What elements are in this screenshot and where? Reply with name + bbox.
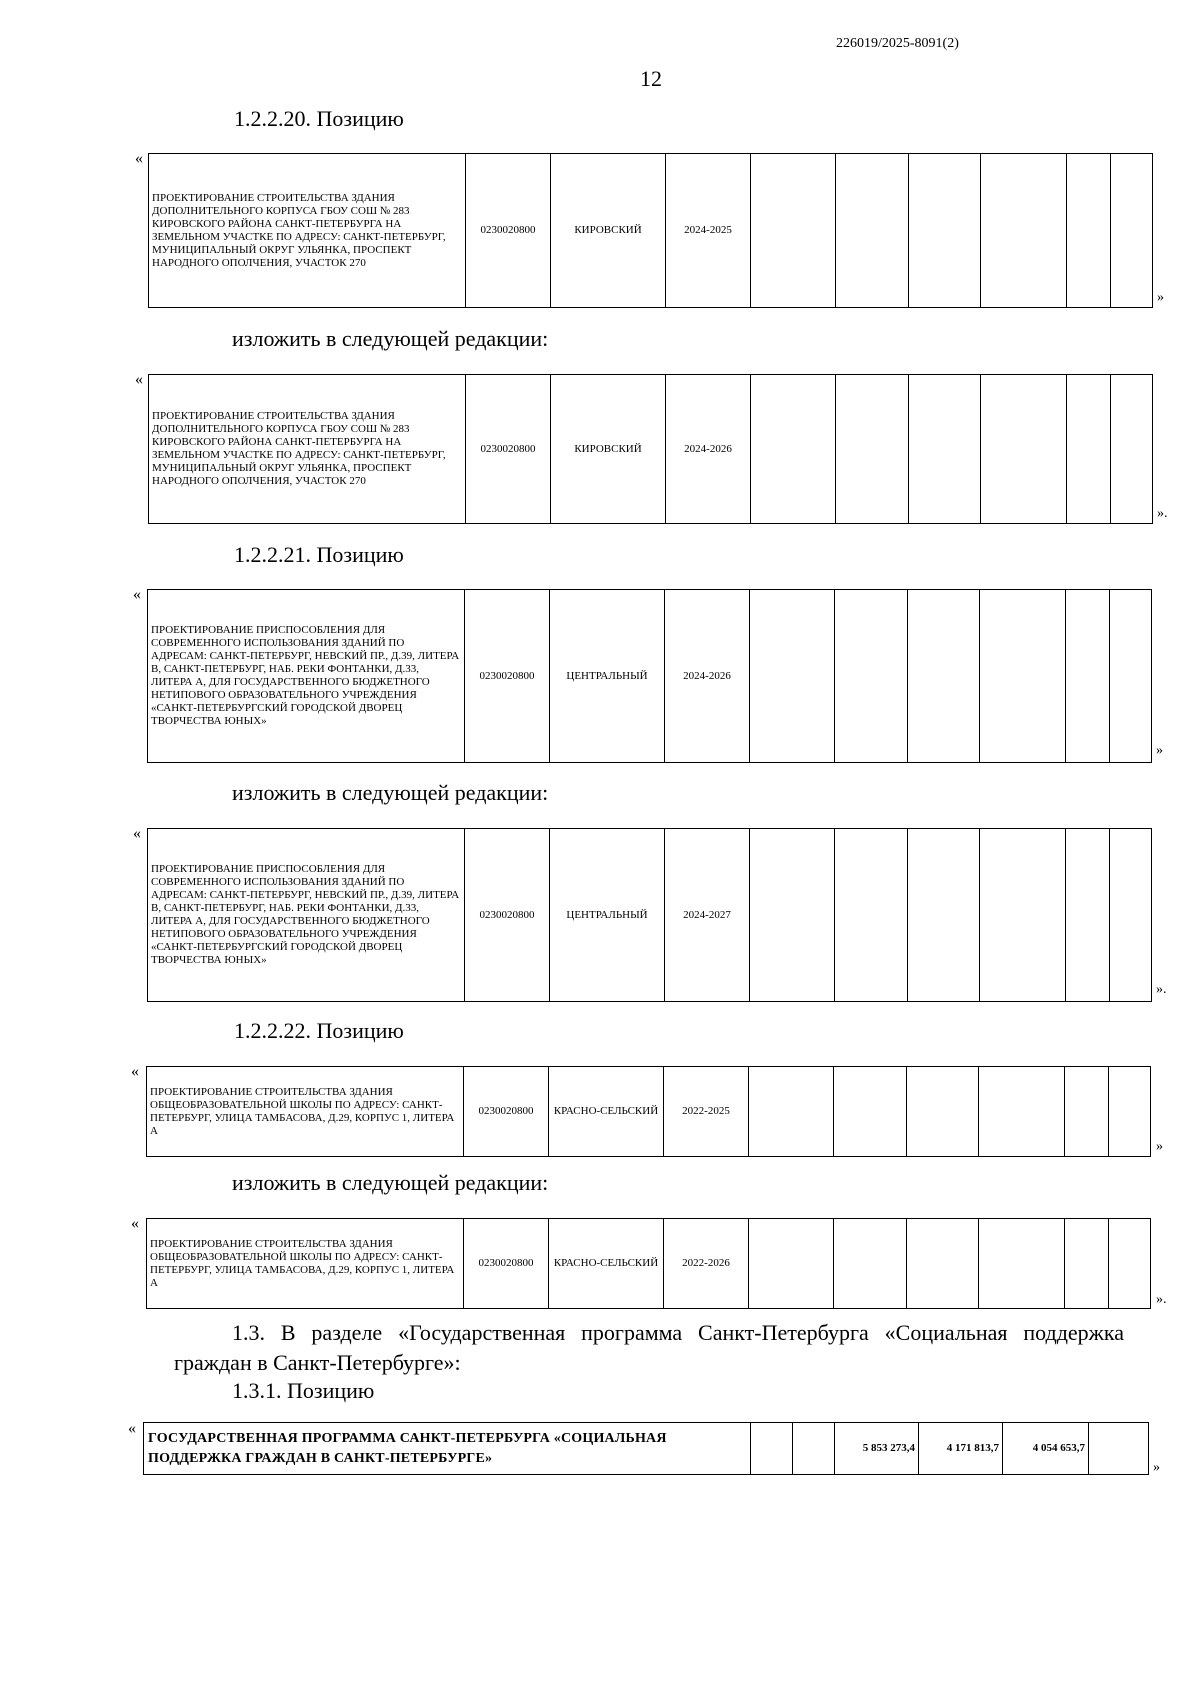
old-row-table: [148, 153, 1153, 308]
empty-cell: [835, 829, 908, 1002]
empty-cell: [907, 1067, 979, 1157]
empty-cell: [793, 1423, 835, 1475]
period: 2022-2026: [664, 1219, 749, 1309]
empty-cell: [981, 154, 1067, 308]
district: КИРОВСКИЙ: [551, 154, 666, 308]
section-heading: 1.2.2.21. Позицию: [234, 542, 404, 567]
empty-cell: [1109, 1219, 1151, 1309]
open-quote: «: [135, 371, 143, 388]
budget-code: 0230020800: [464, 1219, 549, 1309]
empty-cell: [908, 590, 980, 763]
empty-cell: [1065, 1219, 1109, 1309]
empty-cell: [834, 1067, 907, 1157]
section-paragraph: 1.3. В разделе «Государственная программа Санкт-Петербурга «Социальная поддержка граждан в Санкт-Петербурге»:: [174, 1320, 1124, 1375]
empty-cell: [980, 829, 1066, 1002]
budget-code: 0230020800: [465, 829, 550, 1002]
object-name: ПРОЕКТИРОВАНИЕ ПРИСПОСОБЛЕНИЯ ДЛЯ СОВРЕМЕННОГО ИСПОЛЬЗОВАНИЯ ЗДАНИЙ ПО АДРЕСАМ: САНКТ-ПЕТЕРБУРГ, НЕВСКИЙ ПР., Д.39, ЛИТЕРА В, САНКТ-ПЕТЕРБУРГ, НАБ. РЕКИ ФОНТАНКИ, Д.33, ЛИТЕРА А, ДЛЯ ГОСУДАРСТВЕННОГО БЮДЖЕТНОГО НЕТИПОВОГО ОБРАЗОВАТЕЛЬНОГО УЧРЕЖДЕНИЯ «САНКТ-ПЕТЕРБУРГСКИЙ ГОРОДСКОЙ ДВОРЕЦ ТВОРЧЕСТВА ЮНЫХ»: [148, 829, 465, 1002]
old-row-table: [146, 1066, 1151, 1157]
period: 2022-2025: [664, 1067, 749, 1157]
empty-cell: [1111, 375, 1153, 524]
empty-cell: [835, 590, 908, 763]
empty-cell: [1110, 829, 1152, 1002]
empty-cell: [1066, 590, 1110, 763]
old-row-table: [147, 589, 1152, 763]
district: КРАСНО-СЕЛЬСКИЙ: [549, 1067, 664, 1157]
instruction-text: изложить в следующей редакции:: [232, 326, 549, 351]
program-row-table: [143, 1422, 1149, 1475]
period: 2024-2026: [665, 590, 750, 763]
close-quote: ».: [1157, 506, 1168, 521]
new-row-table: [148, 374, 1153, 524]
instruction-text: изложить в следующей редакции:: [232, 780, 549, 805]
empty-cell: [908, 829, 980, 1002]
empty-cell: [1089, 1423, 1149, 1475]
budget-code: 0230020800: [466, 154, 551, 308]
empty-cell: [909, 154, 981, 308]
new-row-table: [146, 1218, 1151, 1309]
empty-cell: [1067, 154, 1111, 308]
empty-cell: [749, 1067, 834, 1157]
period: 2024-2025: [666, 154, 751, 308]
budget-code: 0230020800: [466, 375, 551, 524]
empty-cell: [981, 375, 1067, 524]
open-quote: «: [128, 1420, 136, 1437]
budget-code: 0230020800: [464, 1067, 549, 1157]
empty-cell: [1065, 1067, 1109, 1157]
empty-cell: [751, 1423, 793, 1475]
section-heading: 1.3.1. Позицию: [232, 1378, 375, 1403]
open-quote: «: [133, 825, 141, 842]
open-quote: «: [133, 586, 141, 603]
close-quote: ».: [1156, 1292, 1167, 1307]
close-quote: »: [1156, 743, 1163, 758]
district: ЦЕНТРАЛЬНЫЙ: [550, 590, 665, 763]
empty-cell: [907, 1219, 979, 1309]
object-name: ПРОЕКТИРОВАНИЕ СТРОИТЕЛЬСТВА ЗДАНИЯ ДОПОЛНИТЕЛЬНОГО КОРПУСА ГБОУ СОШ № 283 КИРОВСКОГО РАЙОНА САНКТ-ПЕТЕРБУРГА НА ЗЕМЕЛЬНОМ УЧАСТКЕ ПО АДРЕСУ: САНКТ-ПЕТЕРБУРГ, МУНИЦИПАЛЬНЫЙ ОКРУГ УЛЬЯНКА, ПРОСПЕКТ НАРОДНОГО ОПОЛЧЕНИЯ, УЧАСТОК 270: [149, 375, 466, 524]
object-name: ПРОЕКТИРОВАНИЕ СТРОИТЕЛЬСТВА ЗДАНИЯ ОБЩЕОБРАЗОВАТЕЛЬНОЙ ШКОЛЫ ПО АДРЕСУ: САНКТ-ПЕТЕРБУРГ, УЛИЦА ТАМБАСОВА, Д.29, КОРПУС 1, ЛИТЕРА А: [147, 1067, 464, 1157]
close-quote: »: [1157, 290, 1164, 305]
object-name: ПРОЕКТИРОВАНИЕ СТРОИТЕЛЬСТВА ЗДАНИЯ ДОПОЛНИТЕЛЬНОГО КОРПУСА ГБОУ СОШ № 283 КИРОВСКОГО РАЙОНА САНКТ-ПЕТЕРБУРГА НА ЗЕМЕЛЬНОМ УЧАСТКЕ ПО АДРЕСУ: САНКТ-ПЕТЕРБУРГ, МУНИЦИПАЛЬНЫЙ ОКРУГ УЛЬЯНКА, ПРОСПЕКТ НАРОДНОГО ОПОЛЧЕНИЯ, УЧАСТОК 270: [149, 154, 466, 308]
open-quote: «: [131, 1215, 139, 1232]
value-year-3: 4 054 653,7: [1003, 1423, 1089, 1475]
empty-cell: [909, 375, 981, 524]
empty-cell: [1067, 375, 1111, 524]
empty-cell: [750, 590, 835, 763]
value-year-2: 4 171 813,7: [919, 1423, 1003, 1475]
object-name: ПРОЕКТИРОВАНИЕ ПРИСПОСОБЛЕНИЯ ДЛЯ СОВРЕМЕННОГО ИСПОЛЬЗОВАНИЯ ЗДАНИЙ ПО АДРЕСАМ: САНКТ-ПЕТЕРБУРГ, НЕВСКИЙ ПР., Д.39, ЛИТЕРА В, САНКТ-ПЕТЕРБУРГ, НАБ. РЕКИ ФОНТАНКИ, Д.33, ЛИТЕРА А, ДЛЯ ГОСУДАРСТВЕННОГО БЮДЖЕТНОГО НЕТИПОВОГО ОБРАЗОВАТЕЛЬНОГО УЧРЕЖДЕНИЯ «САНКТ-ПЕТЕРБУРГСКИЙ ГОРОДСКОЙ ДВОРЕЦ ТВОРЧЕСТВА ЮНЫХ»: [148, 590, 465, 763]
district: КИРОВСКИЙ: [551, 375, 666, 524]
empty-cell: [979, 1219, 1065, 1309]
period: 2024-2026: [666, 375, 751, 524]
empty-cell: [750, 829, 835, 1002]
instruction-text: изложить в следующей редакции:: [232, 1170, 549, 1195]
empty-cell: [836, 154, 909, 308]
object-name: ПРОЕКТИРОВАНИЕ СТРОИТЕЛЬСТВА ЗДАНИЯ ОБЩЕОБРАЗОВАТЕЛЬНОЙ ШКОЛЫ ПО АДРЕСУ: САНКТ-ПЕТЕРБУРГ, УЛИЦА ТАМБАСОВА, Д.29, КОРПУС 1, ЛИТЕРА А: [147, 1219, 464, 1309]
section-heading: 1.2.2.20. Позицию: [234, 106, 404, 131]
empty-cell: [1109, 1067, 1151, 1157]
empty-cell: [980, 590, 1066, 763]
empty-cell: [836, 375, 909, 524]
open-quote: «: [135, 150, 143, 167]
new-row-table: [147, 828, 1152, 1002]
district: ЦЕНТРАЛЬНЫЙ: [550, 829, 665, 1002]
empty-cell: [834, 1219, 907, 1309]
empty-cell: [749, 1219, 834, 1309]
close-quote: »: [1153, 1460, 1160, 1475]
period: 2024-2027: [665, 829, 750, 1002]
close-quote: ».: [1156, 982, 1167, 997]
open-quote: «: [131, 1063, 139, 1080]
empty-cell: [1111, 154, 1153, 308]
program-name: ГОСУДАРСТВЕННАЯ ПРОГРАММА САНКТ-ПЕТЕРБУРГА «СОЦИАЛЬНАЯ ПОДДЕРЖКА ГРАЖДАН В САНКТ-ПЕТЕРБУРГЕ»: [144, 1423, 751, 1475]
empty-cell: [979, 1067, 1065, 1157]
document-number: 226019/2025-8091(2): [836, 36, 959, 51]
section-heading: 1.2.2.22. Позицию: [234, 1018, 404, 1043]
empty-cell: [751, 375, 836, 524]
budget-code: 0230020800: [465, 590, 550, 763]
page-number: 12: [640, 66, 662, 91]
close-quote: »: [1156, 1139, 1163, 1154]
value-year-1: 5 853 273,4: [835, 1423, 919, 1475]
empty-cell: [1110, 590, 1152, 763]
empty-cell: [1066, 829, 1110, 1002]
empty-cell: [751, 154, 836, 308]
district: КРАСНО-СЕЛЬСКИЙ: [549, 1219, 664, 1309]
